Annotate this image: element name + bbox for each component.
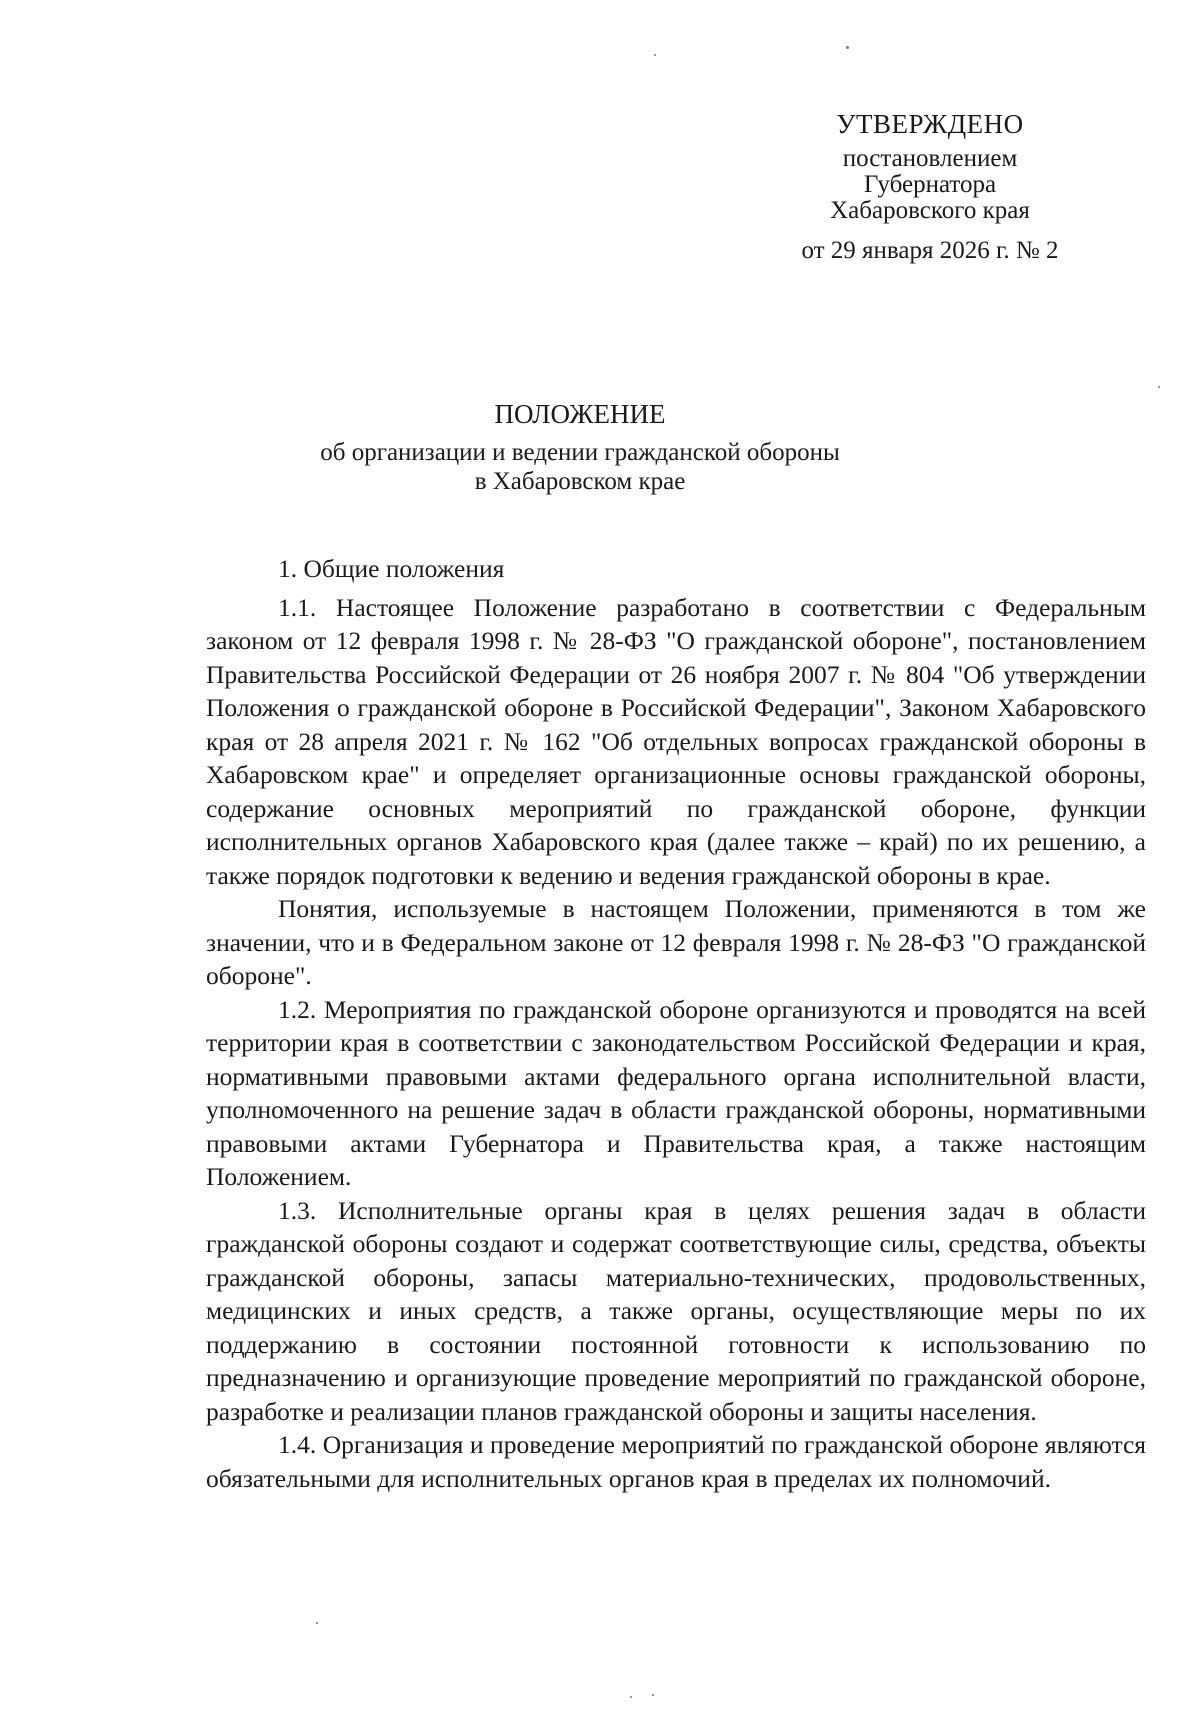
paragraph-1-4: 1.4. Организация и проведение мероприятий по гражданской обороне являются обязательными для исполнительных органов края в пределах их полномочий. [206, 1430, 1146, 1493]
approval-date: от 29 января 2026 г. № 2 [801, 237, 1059, 264]
approval-line-governor: Губернатора [863, 171, 997, 198]
scan-speck [654, 54, 656, 56]
scan-speck [316, 1622, 318, 1624]
paragraph-1-3: 1.3. Исполнительные органы края в целях решения задач в области гражданской обороны создают и содержат соответствующие силы, средства, объекты гражданской обороны, запасы материально-технических, продовольственных, медицинских и иных средств, а также органы, осуществляющие меры по их поддержанию в состоянии постоянной готовности к использованию по предназначению и организующие проведение мероприятий по гражданской обороне, разработке и реализации планов гражданской обороны и защиты населения. [206, 1195, 1146, 1426]
scan-speck [630, 1696, 632, 1698]
section-heading: 1. Общие положения [278, 554, 505, 583]
document-subtitle-line1: об организации и ведении гражданской обороны [320, 439, 840, 466]
approval-line-region: Хабаровского края [830, 197, 1030, 224]
document-body [206, 552, 1146, 1495]
paragraph-1-2: 1.2. Мероприятия по гражданской обороне организуются и проводятся на всей территории края в соответствии с законодательством Российской Федерации и края, нормативными правовыми актами федерального органа исполнительной власти, уполномоченного на решение задач в области гражданской обороны, нормативными правовыми актами Губернатора и Правительства края, а также настоящим Положением. [206, 994, 1146, 1191]
approval-heading: УТВЕРЖДЕНО [836, 109, 1024, 139]
paragraph-1-1: 1.1. Настоящее Положение разработано в соответствии с Федеральным законом от 12 февраля 1998 г. № 28-ФЗ "О гражданской обороне", постановлением Правительства Российской Федерации от 26 ноября 2007 г. № 804 "Об утверждении Положения о гражданской обороне в Российской Федерации", Законом Хабаровского края от 28 апреля 2021 г. № 162 "Об отдельных вопросах гражданской обороны в Хабаровском крае" и определяет организационные основы гражданской обороны, содержание основных мероприятий по гражданской обороне, функции исполнительных органов Хабаровского края (далее также – край) по их решению, а также порядок подготовки к ведению и ведения гражданской обороны в крае. [206, 592, 1146, 890]
paragraph-concepts: Понятия, используемые в настоящем Положении, применяются в том же значении, что и в Федеральном законе от 12 февраля 1998 г. № 28-ФЗ "О гражданской обороне". [206, 894, 1146, 990]
document-subtitle-line2: в Хабаровском крае [474, 468, 686, 495]
scan-speck [846, 46, 849, 49]
approval-stamp-block [790, 108, 1070, 266]
scan-speck [1158, 386, 1160, 388]
document-title-block [200, 398, 960, 496]
document-title: ПОЛОЖЕНИЕ [494, 399, 666, 429]
scan-speck [652, 1694, 654, 1696]
approval-line-resolution: постановлением [842, 145, 1018, 172]
